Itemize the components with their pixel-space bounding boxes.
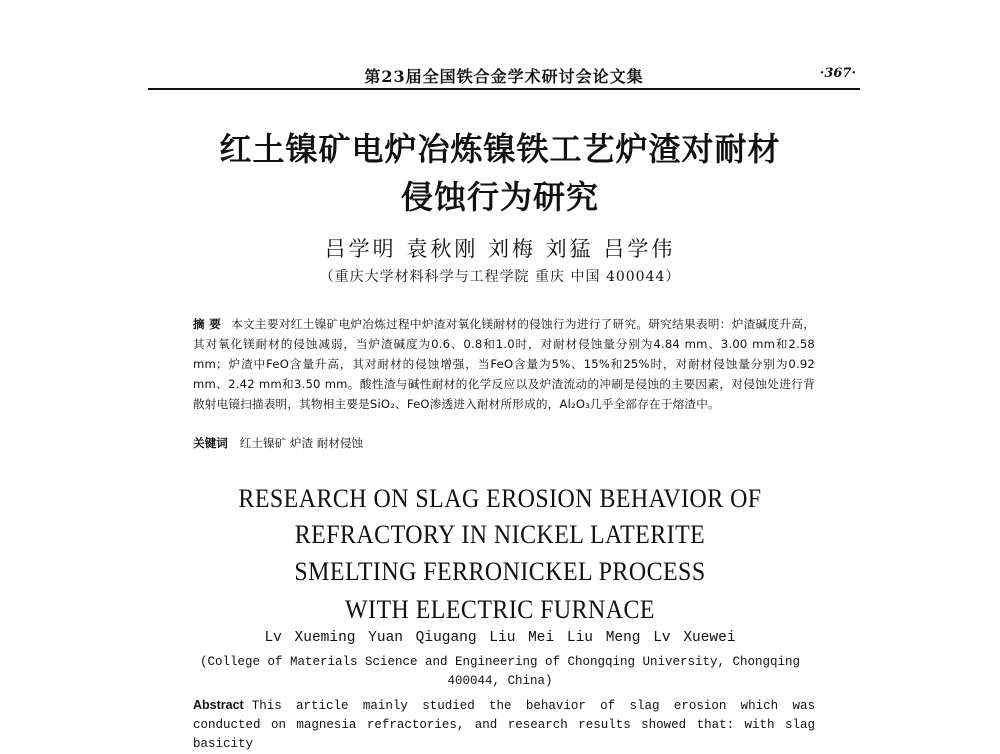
chinese-title-line-1: 红土镍矿电炉冶炼镍铁工艺炉渣对耐材 [219, 130, 781, 168]
chinese-abstract [193, 314, 815, 414]
english-title-line-3: SMELTING FERRONICKEL PROCESS [294, 557, 706, 586]
chinese-affiliation: （重庆大学材料科学与工程学院 重庆 中国 400044） [319, 269, 681, 285]
english-authors: Lv Xueming Yuan Qiugang Liu Mei Liu Meng Lv Xuewei [264, 630, 736, 646]
running-header [148, 58, 860, 90]
chinese-abstract-text: 本文主要对红土镍矿电炉冶炼过程中炉渣对氧化镁耐材的侵蚀行为进行了研究。研究结果表明：炉渣碱度升高，其对氧化镁耐材的侵蚀减弱，当炉渣碱度为0.6、0.8和1.0时，对耐材侵蚀量分别为4.84 mm、3.00 mm和2.58 mm；炉渣中FeO含量升高，其对耐材的侵蚀增强，当FeO含量为5%、15%和25%时，对耐材侵蚀量分别为0.92 mm、2.42 mm和3.50 mm。酸性渣与碱性耐材的化学反应以及炉渣流动的冲刷是侵蚀的主要因素，对侵蚀处进行背散射电镜扫描表明，其物相主要是SiO₂、FeO渗透进入耐材所形成的，Al₂O₃几乎全部存在于熔渣中。 [193, 317, 815, 411]
english-abstract-text: This article mainly studied the behavior of slag erosion which was conducted on magnesia refractories, and research results showed that: with slag basicity [193, 699, 815, 751]
english-title-line-1: RESEARCH ON SLAG EROSION BEHAVIOR OF [238, 484, 762, 513]
english-abstract-label: Abstract [193, 698, 244, 712]
chinese-title-line-2: 侵蚀行为研究 [400, 178, 599, 216]
english-title-line-2: REFRACTORY IN NICKEL LATERITE [294, 520, 706, 549]
chinese-keywords [193, 433, 815, 453]
english-affiliation: (College of Materials Science and Engineering of Chongqing University, Chongqing 400044, China) [199, 655, 801, 688]
chinese-keywords-text: 红土镍矿 炉渣 耐材侵蚀 [239, 436, 364, 450]
english-abstract [193, 696, 815, 754]
journal-title: 第23届全国铁合金学术研讨会论文集 [364, 67, 644, 86]
chinese-abstract-label: 摘 要 [193, 317, 222, 331]
chinese-keywords-label: 关键词 [193, 436, 228, 450]
english-title-line-4: WITH ELECTRIC FURNACE [345, 595, 655, 624]
chinese-authors: 吕学明 袁秋刚 刘梅 刘猛 吕学伟 [324, 237, 676, 261]
page-number: ·367· [819, 66, 856, 81]
